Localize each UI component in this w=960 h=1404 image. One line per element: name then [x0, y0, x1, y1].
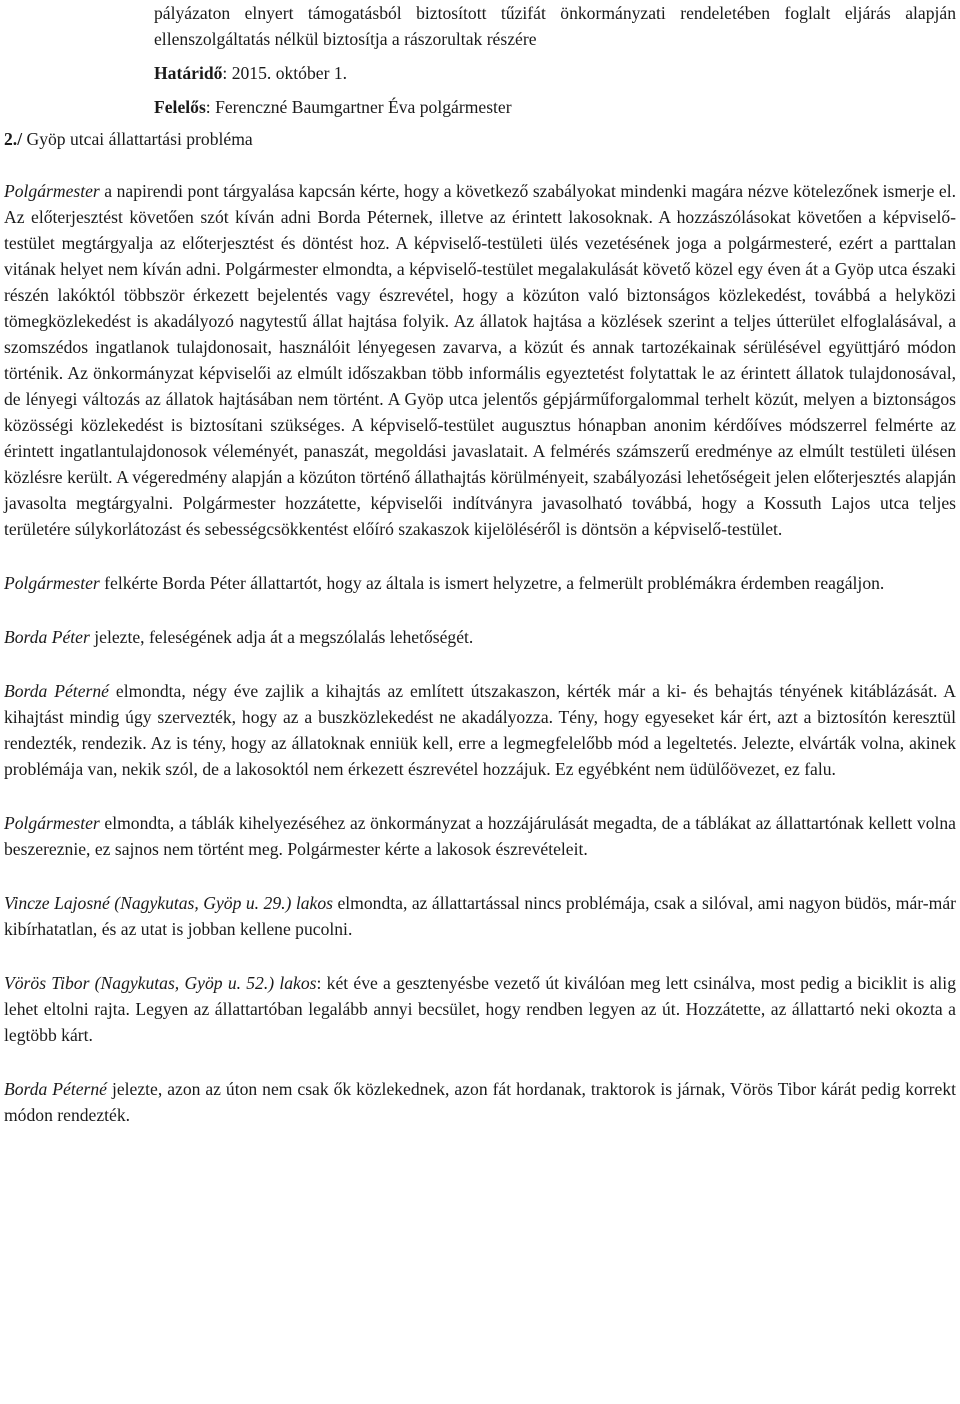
- paragraph: [4, 1076, 956, 1128]
- deadline-value: : 2015. október 1.: [222, 63, 348, 83]
- deadline-label: Határidő: [154, 63, 223, 83]
- paragraph: [4, 624, 956, 650]
- paragraph-text: a napirendi pont tárgyalása kapcsán kérte, hogy a következő szabályokat mindenki magára nézve kötelezőnek ismerje el. Az előterjesztést követően szót kíván adni Borda Péternek, illetve az érintett lakosoknak. A hozzászólásokat követően a képviselő-testület megtárgyalja az előterjesztést és döntést hoz. A képviselő-testületi ülés vezetésének joga a polgármesteré, ezért a parttalan vitának helyet nem kíván adni. Polgármester elmondta, a képviselő-testület megalakulását követő közel egy éven át a Gyöp utca északi részén lakóktól többször érkezett bejelentés vagy észrevétel, hogy a közúton való biztonságos közlekedést, továbbá a helyközi tömegközlekedést is akadályozó nagytestű állat hajtása folyik. Az állatok hajtása a közlések szerint a teljes útterület elfoglalásával, a szomszédos ingatlanok tulajdonosait, használóit lényegesen zavarva, a közút és annak tartozékainak sérülésével együttjáró módon történik. Az önkormányzat képviselői az elmúlt időszakban több informális egyeztetést folytattak le az érintett állatok tulajdonosával, de lényegi változás az állatok hajtásában nem történt. A Gyöp utca jelentős gépjárműforgalommal terhelt közút, melyen a biztonságos közösségi közlekedést is biztosítani szükséges. A képviselő-testület augusztus hónapban anonim kérdőíves módszerrel felmérte az érintett ingatlantulajdonosok véleményét, panaszát, megoldási javaslatait. A felmérés számszerű eredménye az elmúlt testületi ülésen közlésre került. A végeredmény alapján a közúton történő állathajtás körülményeit, szabályozási lehetőségeit jelen előterjesztés alapján javasolta megtárgyalni. Polgármester hozzátette, képviselői indítványra javasolható továbbá, hogy a Kossuth Lajos utca teljes területére súlykorlátozást és sebességcsökkentést előíró szakaszok kijelöléséről is döntsön a képviselő-testület.: [4, 181, 956, 539]
- section-number: 2./: [4, 129, 23, 149]
- paragraph-text: : két éve a gesztenyésbe vezető út kiválóan meg lett csinálva, most pedig a biciklit is alig lehet eltolni rajta. Legyen az állattartóban legalább annyi becsület, hogy rendben legyen az út. Hozzátette, az állattartó neki okozta a legtöbb kárt.: [4, 973, 956, 1045]
- responsible-label: Felelős: [154, 97, 206, 117]
- responsible-line: [4, 94, 956, 120]
- paragraph-text: elmondta, a táblák kihelyezéséhez az önkormányzat a hozzájárulását megadta, de a táblákat az állattartónak kellett volna beszereznie, ez sajnos nem történt meg. Polgármester kérte a lakosok észrevételeit.: [4, 813, 956, 859]
- paragraph-text: jelezte, azon az úton nem csak ők közlekednek, azon fát hordanak, traktorok is járnak, Vörös Tibor kárát pedig korrekt módon rendezték.: [4, 1079, 957, 1125]
- speaker-name: Vörös Tibor (Nagykutas, Gyöp u. 52.) lakos: [4, 973, 317, 993]
- paragraph-text: elmondta, az állattartással nincs problémája, csak a silóval, ami nagyon büdös, már-már kibírhatatlan, és az utat is jobban kellene pucolni.: [4, 893, 956, 939]
- paragraph: [4, 570, 956, 596]
- paragraph: [4, 178, 956, 542]
- section-title: Gyöp utcai állattartási probléma: [22, 129, 253, 149]
- paragraph: [4, 678, 956, 782]
- paragraph: [4, 890, 956, 942]
- speaker-name: Polgármester: [4, 813, 100, 833]
- section-heading: [4, 126, 956, 152]
- speaker-name: Borda Péterné: [4, 1079, 107, 1099]
- paragraph: [4, 810, 956, 862]
- intro-continuation: pályázaton elnyert támogatásból biztosított tűzifát önkormányzati rendeletében foglalt eljárás alapján ellenszolgáltatás nélkül biztosítja a rászorultak részére: [154, 3, 956, 49]
- paragraph-text: jelezte, feleségének adja át a megszólalás lehetőségét.: [89, 627, 474, 647]
- speaker-name: Polgármester: [4, 181, 100, 201]
- speaker-name: Borda Péterné: [4, 681, 109, 701]
- speaker-name: Polgármester: [4, 573, 100, 593]
- deadline-line: [4, 60, 956, 86]
- paragraph-text: elmondta, négy éve zajlik a kihajtás az említett útszakaszon, kérték már a ki- és behajtás tényének kitáblázását. A kihajtást mindig úgy szervezték, hogy az a buszközlekedést ne akadályozza. Tény, hogy egyeseket kár ért, azt a biztosítón keresztül rendezték, rendezik. Az is tény, hogy az állatoknak enniük kell, erre a legmegfelelőbb mód a legeltetés. Jelezte, elvárták volna, akinek problémája van, nekik szól, de a lakosoktól nem érkezett észrevétel hozzájuk. Ez egyébként nem üdülőövezet, ez falu.: [4, 681, 957, 779]
- speaker-name: Borda Péter: [4, 627, 90, 647]
- responsible-value: : Ferenczné Baumgartner Éva polgármester: [205, 97, 512, 117]
- paragraph: [4, 970, 956, 1048]
- paragraph-text: felkérte Borda Péter állattartót, hogy az általa is ismert helyzetre, a felmerült problémákra érdemben reagáljon.: [99, 573, 885, 593]
- speaker-name: Vincze Lajosné (Nagykutas, Gyöp u. 29.) lakos: [4, 893, 333, 913]
